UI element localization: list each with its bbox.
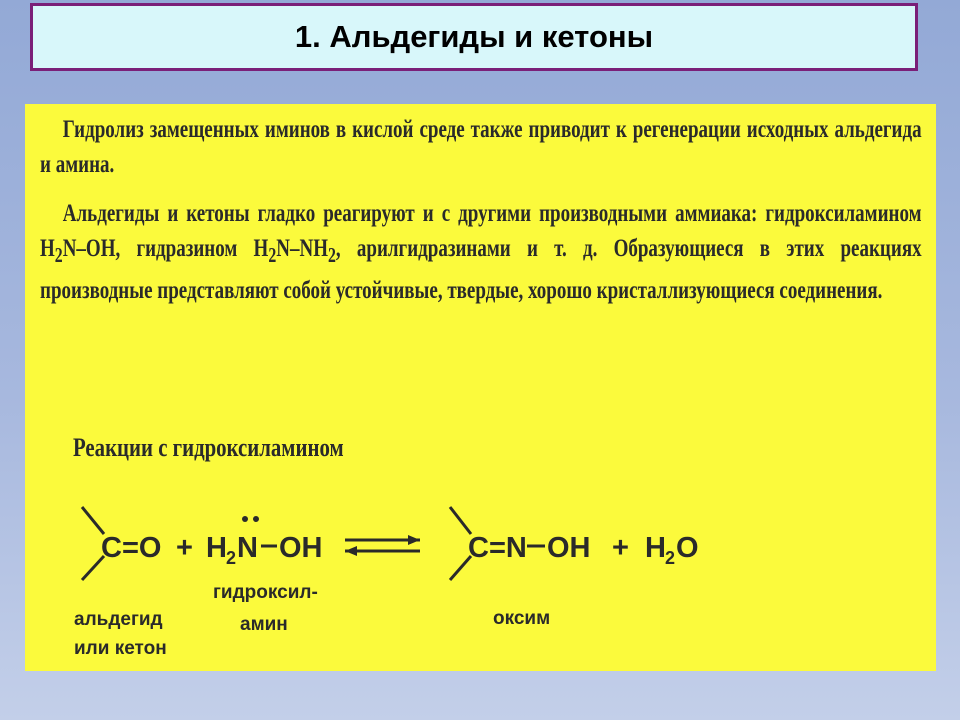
reagent-oh: OH [279,532,323,564]
backward-arrowhead [345,546,357,556]
carbonyl-formula: C=O [101,532,162,564]
paragraph-hydrolysis: Гидролиз замещенных иминов в кислой среде также приводит к регенерации исходных альдегида и амина. [40,116,922,178]
label-aldehyde-line1: альдегид [74,609,163,630]
forward-arrowhead [408,535,420,545]
oxime-formula: C=N [468,532,527,564]
oxime-oh: OH [547,532,591,564]
label-hydroxylamine-line2: амин [240,614,288,635]
water-o: O [676,532,699,564]
label-hydroxylamine-line1: гидроксил- [213,582,318,603]
label-oxime: оксим [493,608,551,629]
oxime-bond-upper [450,507,471,534]
reagent-subscript: 2 [226,548,237,568]
plus-sign-1: + [176,532,193,564]
lone-pair-dot-2 [253,516,259,522]
bond-upper-left [82,507,104,534]
plus-sign-2: + [612,532,629,564]
label-aldehyde-line2: или кетон [74,638,167,659]
reagent-h: H [206,532,227,564]
paragraph-text-after: , арилгидразинами и т. д. Образующиеся в этих реакциях производные представляют собой устойчивые, твердые, хорошо кристаллизующиеся соединения. [40,235,922,304]
paragraph-text-middle: , гидразином [115,235,254,262]
water-subscript: 2 [665,548,676,568]
reactions-heading: Реакции с гидроксиламином [73,433,344,462]
lone-pair-dot-1 [242,516,248,522]
reagent-n: N [237,532,258,564]
paragraph-text-before: Альдегиды и кетоны гладко реагируют и с другими производными аммиака: гидроксиламином [62,200,922,227]
formula-hydrazine: $H_2N-NH_2$ [253,235,336,267]
water-h: H [645,532,666,564]
slide-title: 1. Альдегиды и кетоны [294,19,654,54]
formula-hydroxylamine: $H_2N-OH$ [40,235,116,267]
